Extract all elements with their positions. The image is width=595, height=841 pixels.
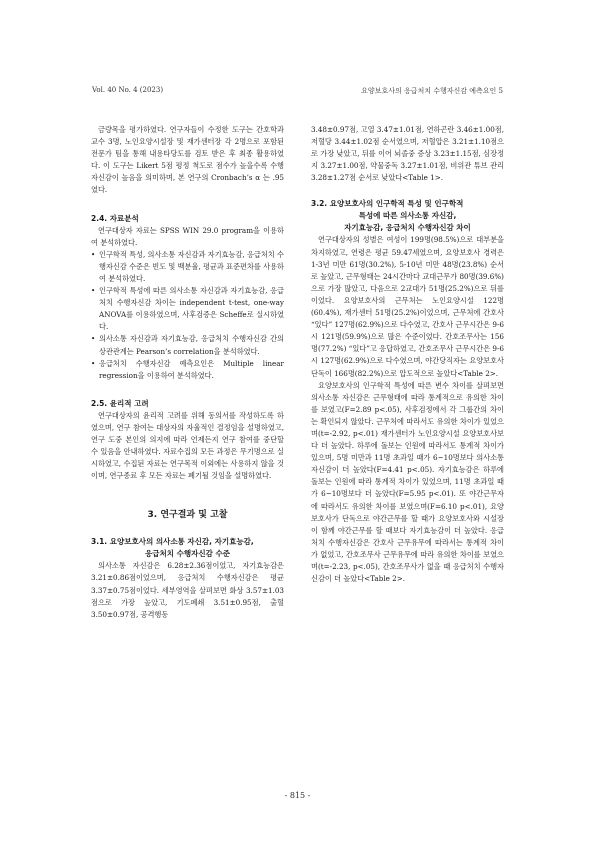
section-2-4-heading: 2.4. 자료분석 [91, 213, 139, 223]
section-3-2-para2: 요양보호사의 인구학적 특성에 따른 변수 차이를 살펴보면 의사소통 자신감은 근무형태에 따라 통계적으로 유의한 차이를 보였고(F=2.89 p<.05), 사후검정에서 각 그룹간의 차이는 확인되지 않았다. 근무처에 따라서도 유의한 차이가 있었으며(t=-2.92, p<.01) 재가센터가 노인요양시설 요양보호사보다 더 높았다. 하루에 돌보는 인원에 따라서도 통계적 차이가 있으며, 5명 미만과 11명 초과일 때가 6~10명보다 의사소통 자신감이 더 높았다(F=4.41 p<.05). 자기효능감은 하루에 돌보는 인원에 따라 통계적 차이가 있었으며, 11명 초과일 때가 6~10명보다 더 높았다(F=5.95 p<.01). 또 야간근무자에 따라서도 유의한 차이를 보였으며(F=6.10 p<.01), 요양보호사가 단독으로 야간근무를 할 때가 요양보호사와 시설장이 함께 야간근무를 할 때보다 자기효능감이 더 높았다. 응급처치 수행자신감은 간호사 근무유무에 따라서는 통계적 차이가 없었고, 간호조무사 근무유무에 따라 유의한 차이를 보였으며(t=-2.23, p<.05), 간호조무사가 없을 때 응급처치 수행자신감이 더 높았다<Table 2>. [311, 380, 504, 584]
section-3-2-heading-line1: 3.2. 요양보호사의 인구학적 특성 및 인구학적 [311, 199, 464, 209]
right-column [311, 124, 504, 585]
analysis-item: • 인구학적 특성, 의사소통 자신감과 자기효능감, 응급처치 수행자신감 수준은 빈도 및 백분율, 평균과 표준편차를 사용하여 분석하였다. [91, 249, 284, 285]
analysis-item: • 응급처치 수행자신감 예측요인은 Multiple linear regression을 이용하여 분석하였다. [91, 358, 284, 382]
section-2-4-intro: 연구대상자 자료는 SPSS WIN 29.0 program을 이용하여 분석하였다. [91, 225, 284, 247]
section-3-1-heading-line2: 응급처치 수행자신감 수준 [145, 549, 230, 559]
left-column [91, 124, 284, 621]
section-3-2-para1: 연구대상자의 성별은 여성이 199명(98.5%)으로 대부분을 차지하였고, 연령은 평균 59.47세였으며, 요양보호사 경력은 1-3년 미만 61명(30.2%), 5-10년 미만 48명(23.8%) 순서로 높았고, 근무형태는 24시간마다 교대근무가 80명(39.6%)으로 가장 많았고, 다음으로 2교대가 51명(25.2%)으로 뒤를 이었다. 요양보호사의 근무처는 노인요양시설 122명(60.4%), 재가센터 51명(25.2%)이었으며, 근무처에 간호사 “있다” 127명(62.9%)으로 다수였고, 간호사 근무시간은 9-6시 121명(59.9%)으로 많은 수준이었다. 간호조무사는 156명(77.2%) “있다”고 응답하였고, 간호조무사 근무시간은 9-6시 127명(62.9%)으로 다수였으며, 야간당직자는 요양보호사 단독이 166명(82.2%)으로 압도적으로 높았다<Table 2>. [311, 235, 504, 378]
section-3-1-body: 의사소통 자신감은 6.28±2.36점이었고, 자기효능감은 3.21±0.86점이었으며, 응급처치 수행자신감은 평균 3.37±0.75점이었다. 세부영역을 살펴보면 화상 3.57±1.03점으로 가장 높았고, 기도폐쇄 3.51±0.95점, 출혈 3.50±0.97점, 공격행동 [91, 561, 284, 619]
continued-paragraph: 3.48±0.97점, 고열 3.47±1.01점, 연하곤란 3.46±1.00점, 저혈당 3.44±1.02점 순서였으며, 저혈압은 3.21±1.10점으로 가장 낮았고, 뒤를 이어 뇌졸중 증상 3.23±1.15점, 심장정지 3.27±1.00점, 약물중독 3.27±1.01점, 비위관 튜브 관리 3.28±1.27점 순서로 낮았다<Table 1>. [311, 125, 504, 183]
analysis-item: • 인구학적 특성에 따른 의사소통 자신감과 자기효능감, 응급처치 수행자신감 차이는 independent t-test, one-way ANOVA를 이용하였으며, 사후검증은 Scheffe로 실시하였다. [91, 285, 284, 333]
journal-volume: Vol. 40 No. 4 (2023) [92, 86, 164, 94]
page-number: - 815 - [284, 791, 311, 800]
intro-paragraph: 금량목을 평가하였다. 연구자들이 수정한 도구는 간호학과 교수 3명, 노인요양시설장 및 재가센터장 각 2명으로 포함된 전문가 팀을 통해 내용타당도를 검토 받은 후 최종 활용하였다. 이 도구는 Likert 5점 평정 척도로 점수가 높을수록 수행자신감이 높음을 의미하며, 본 연구의 Cronbach’s α 는 .95였다. [91, 125, 284, 195]
section-3-heading: 3. 연구결과 및 고찰 [147, 510, 228, 521]
section-2-5-heading: 2.5. 윤리적 고려 [91, 398, 149, 408]
section-3-1-heading-line1: 3.1. 요양보호사의 의사소통 자신감, 자기효능감, [91, 537, 254, 547]
running-title: 요양보호사의 응급처치 수행자신감 예측요인 5 [361, 87, 503, 95]
analysis-item: • 의사소통 자신감과 자기효능감, 응급처치 수행자신감 간의 상관관계는 Pearson’s correlation을 분석하였다. [91, 333, 284, 357]
section-2-5-body: 연구대상자의 윤리적 고려를 위해 동의서를 작성하도록 하였으며, 연구 참여는 대상자의 자율적인 결정임을 설명하였고, 연구 도중 본인의 의지에 따라 언제든지 연구 참여를 중단할 수 있음을 안내하였다. 자료수집의 모든 과정은 무기명으로 실시하였고, 수집된 자료는 연구목적 이외에는 사용하지 않을 것이며, 연구종료 후 모든 자료는 폐기될 것임을 설명하였다. [91, 410, 284, 481]
section-3-2-heading-line2: 특성에 따른 의사소통 자신감, [358, 211, 457, 221]
running-header [92, 86, 503, 96]
analysis-list [91, 249, 284, 382]
section-3-2-heading-line3: 자기효능감, 응급처치 수행자신감 차이 [344, 223, 471, 233]
